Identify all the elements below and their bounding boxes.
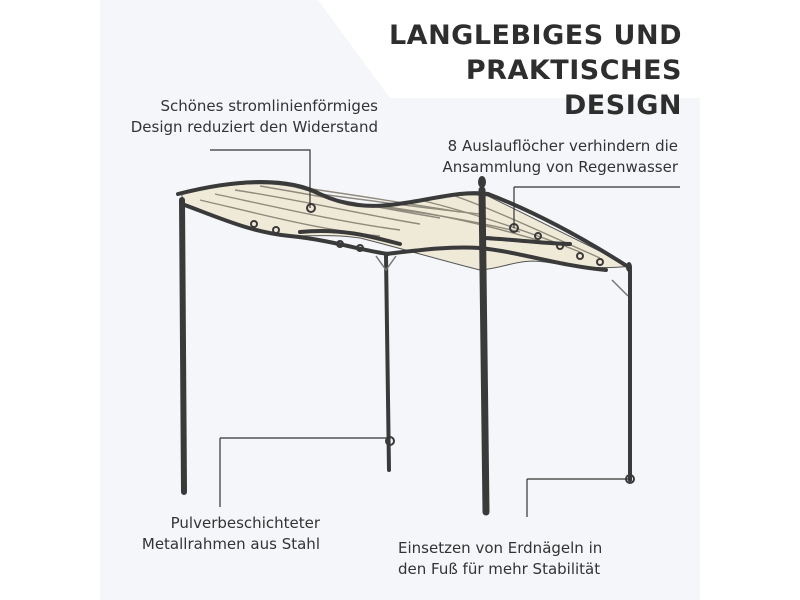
title-line-1: LANGLEBIGES UND	[388, 20, 682, 51]
caption-line: Ansammlung von Regenwasser	[442, 158, 678, 176]
caption-line: 8 Auslauflöcher verhindern die	[447, 137, 678, 155]
caption-ground-stakes	[398, 538, 628, 580]
caption-drainage-holes	[388, 136, 678, 178]
caption-line: Pulverbeschichteter	[170, 514, 320, 532]
caption-line: Einsetzen von Erdnägeln in	[398, 539, 603, 557]
caption-line: den Fuß für mehr Stabilität	[398, 560, 601, 578]
title-line-2: PRAKTISCHES DESIGN	[465, 55, 682, 121]
caption-line: Design reduziert den Widerstand	[130, 118, 378, 136]
caption-steel-frame	[110, 513, 320, 555]
caption-line: Metallrahmen aus Stahl	[141, 535, 320, 553]
caption-streamlined-design	[110, 96, 378, 138]
caption-line: Schönes stromlinienförmiges	[160, 97, 378, 115]
